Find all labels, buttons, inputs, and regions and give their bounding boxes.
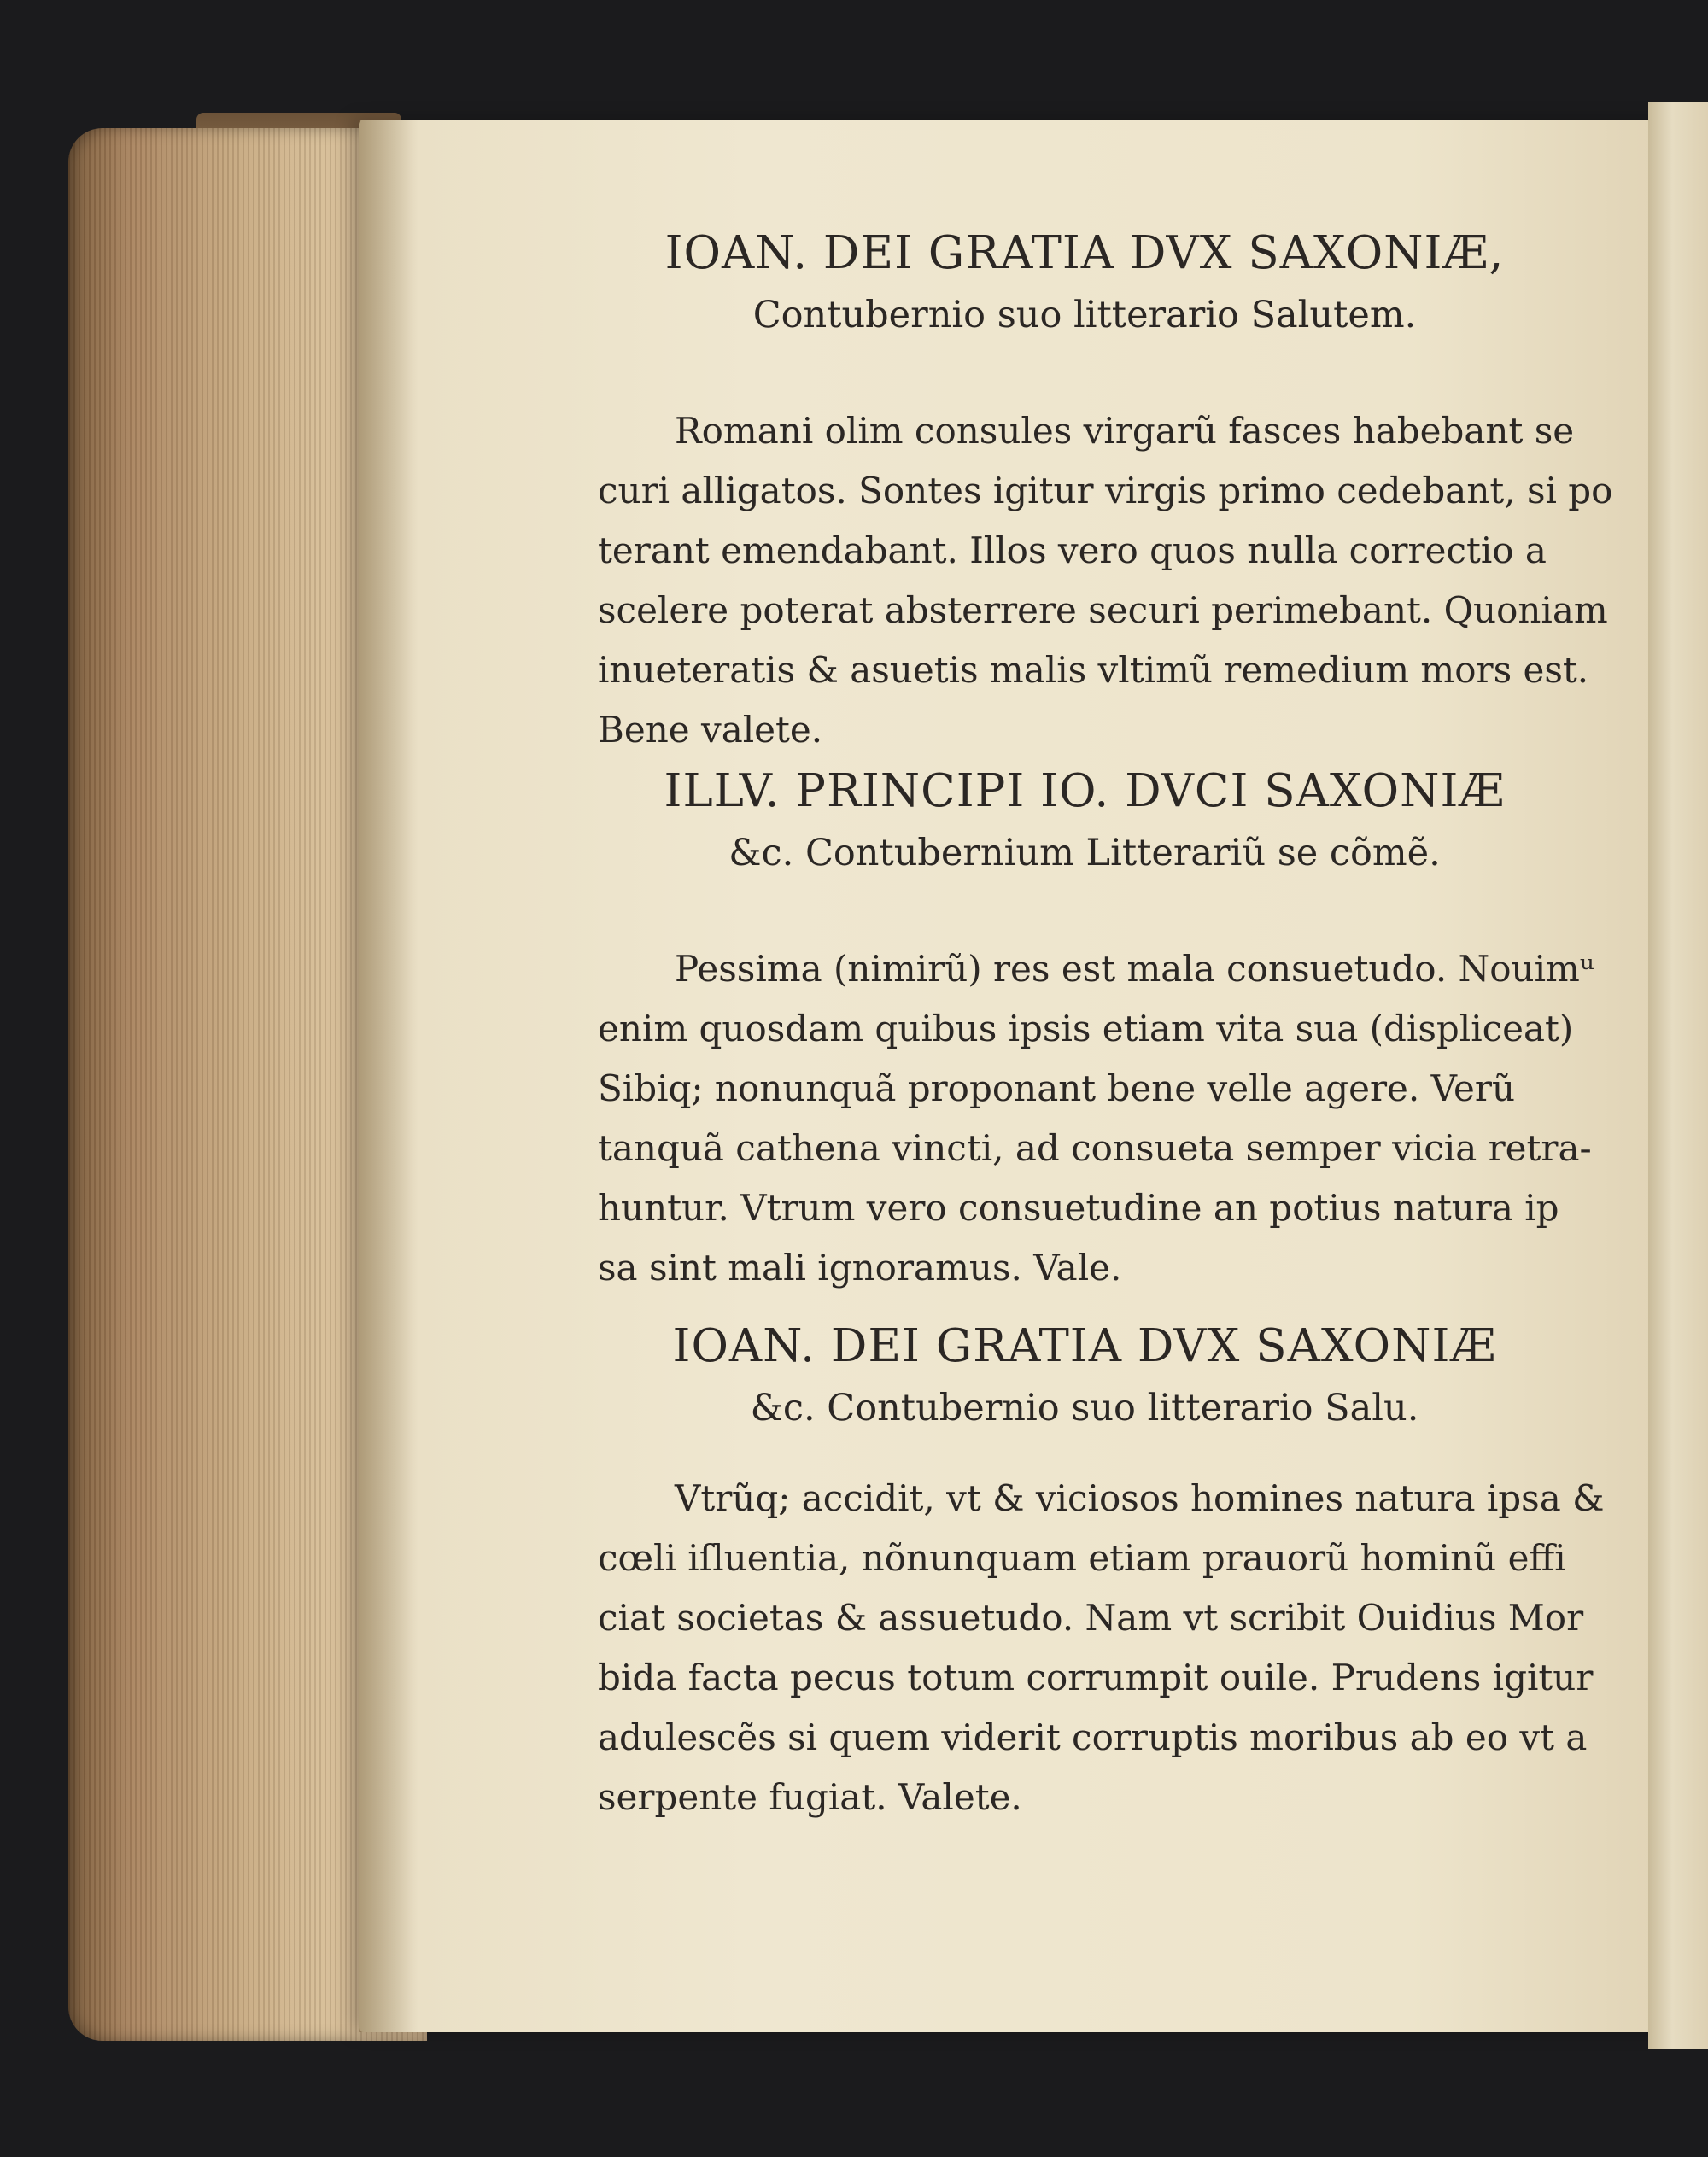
text-line: scelere poterat absterrere securi perimebant. Quoniam [598,589,1608,631]
text-line: serpente fugiat. Valete. [598,1776,1022,1818]
text-line: sa sint mali ignoramus. Vale. [598,1247,1122,1289]
section-1-heading: IOAN. DEI GRATIA DVX SAXONIÆ, [664,227,1505,279]
section-3-paragraph [598,1469,1605,1827]
section-2-header [598,760,1571,883]
text-line: terant emendabant. Illos vero quos nulla correctio a [598,529,1547,571]
text-line: adulescẽs si quem viderit corruptis moribus ab eo vt a [598,1716,1588,1758]
section-1-header [598,222,1571,345]
text-line: Vtrũq; accidit, vt & viciosos homines natura ipsa & [675,1477,1605,1519]
text-line: Pessima (nimirũ) res est mala consuetudo. Nouimᵘ [675,948,1594,990]
text-line: Sibiq; nonunquã proponant bene velle agere. Verũ [598,1067,1516,1109]
page-gutter [359,120,418,2032]
text-line: tanquã cathena vincti, ad consueta semper vicia retra- [598,1127,1592,1169]
section-3-subheading: &c. Contubernio suo litterario Salu. [750,1387,1419,1429]
section-1-paragraph [598,401,1612,760]
text-line: enim quosdam quibus ipsis etiam vita sua (displiceat) [598,1008,1574,1049]
text-line: cœli iſluentia, nõnunquam etiam prauorũ hominũ effi [598,1537,1566,1579]
section-3-header [598,1315,1571,1438]
text-line: curi alligatos. Sontes igitur virgis primo cedebant, si po [598,470,1613,511]
text-line: ciat societas & assuetudo. Nam vt scribit Ouidius Mor [598,1597,1584,1639]
facing-page-edge [1648,102,1708,2049]
section-2-heading: ILLV. PRINCIPI IO. DVCI SAXONIÆ [664,765,1506,817]
section-2-paragraph [598,939,1594,1298]
section-2-subheading: &c. Contubernium Litterariũ se cõmẽ. [728,832,1441,874]
text-line: bida facta pecus totum corrumpit ouile. Prudens igitur [598,1657,1594,1698]
section-1-subheading: Contubernio suo litterario Salutem. [752,294,1417,336]
section-3-heading: IOAN. DEI GRATIA DVX SAXONIÆ [672,1320,1497,1372]
text-line: inueteratis & asuetis malis vltimũ remedium mors est. [598,649,1589,691]
text-line: Romani olim consules virgarũ fasces habebant se [675,410,1575,452]
text-line: huntur. Vtrum vero consuetudine an potius natura ip [598,1187,1559,1229]
text-line: Bene valete. [598,709,823,751]
